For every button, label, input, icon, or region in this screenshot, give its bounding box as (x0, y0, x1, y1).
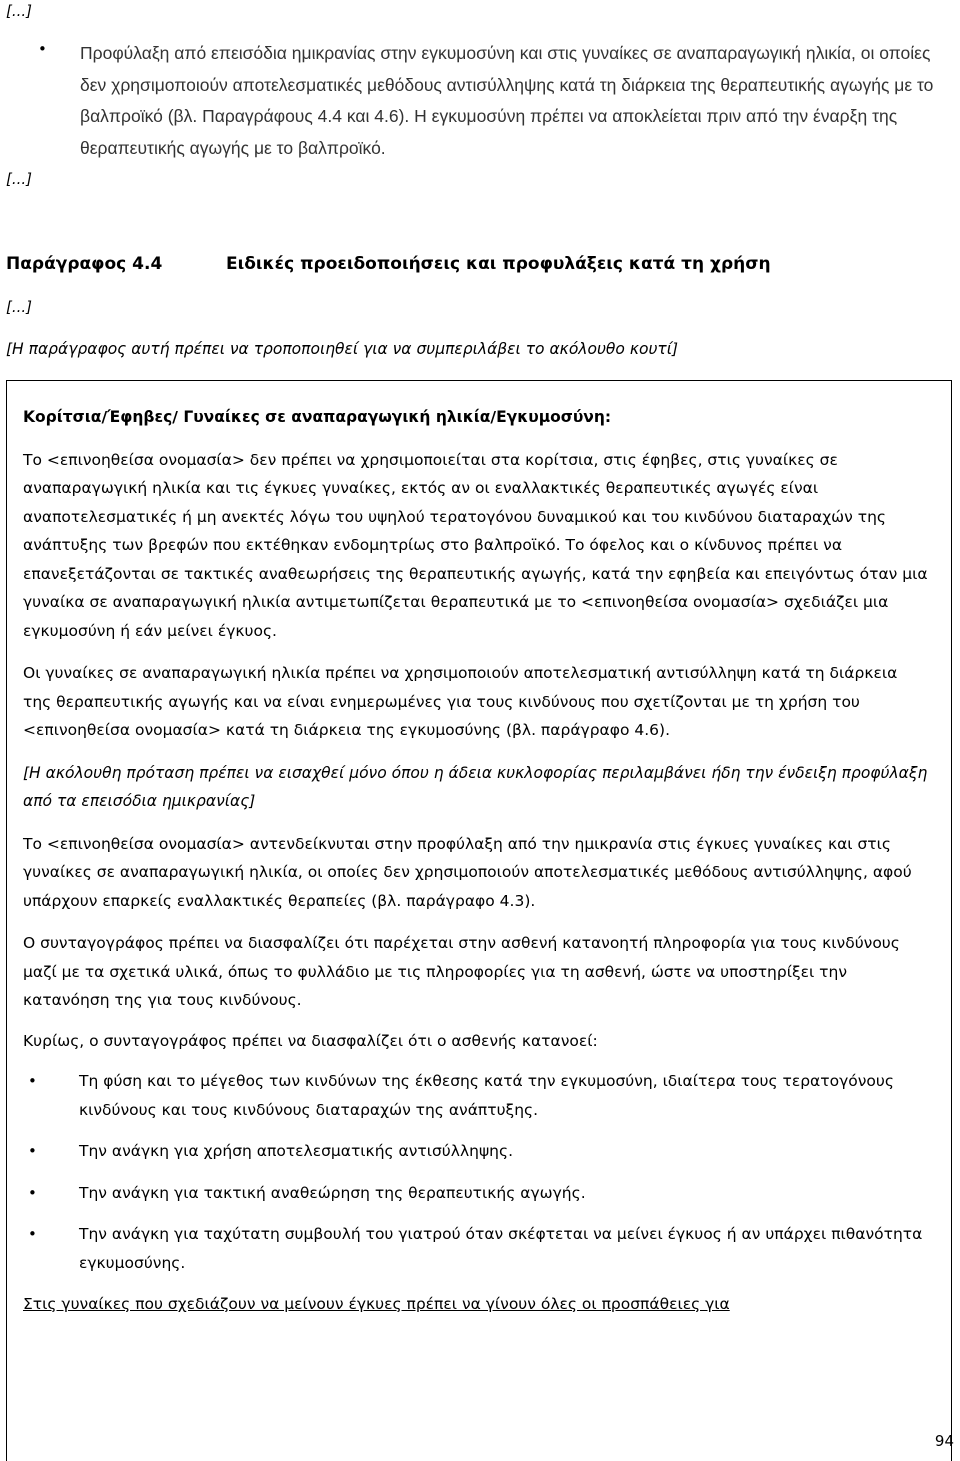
box-title: Κορίτσια/Έφηβες/ Γυναίκες σε αναπαραγωγική ηλικία/Εγκυμοσύνη: (23, 408, 612, 426)
section-number: Παράγραφος 4.4 (6, 254, 163, 274)
bullet-icon: • (28, 1072, 37, 1090)
list-item-text: Τη φύση και το μέγεθος των κινδύνων της έκθεσης κατά την εγκυμοσύνη, ιδιαίτερα τους τερατογόνους κινδύνους και τους κινδύνους διαταραχών της ανάπτυξης. (79, 1072, 894, 1119)
list-item (23, 1220, 929, 1277)
ellipsis-section: [...] (6, 298, 33, 316)
bullet-icon: • (28, 1225, 37, 1243)
section-title: Ειδικές προειδοποιήσεις και προφυλάξεις κατά τη χρήση (226, 254, 771, 274)
list-item (23, 1137, 929, 1166)
bullet-text-prophylaxis: Προφύλαξη από επεισόδια ημικρανίας στην εγκυμοσύνη και στις γυναίκες σε αναπαραγωγική ηλικία, οι οποίες δεν χρησιμοποιούν αποτελεσματικές μεθόδους αντισύλληψης κατά τη διάρκεια της θεραπευτικής αγωγής με το βαλπροϊκό (βλ. Παραγράφους 4.4 και 4.6). Η εγκυμοσύνη πρέπει να αποκλείεται πριν από την έναρξη της θεραπευτικής αγωγής με το βαλπροϊκό. (80, 43, 934, 158)
box-paragraph-5: Κυρίως, ο συνταγογράφος πρέπει να διασφαλίζει ότι ο ασθενής κατανοεί: (23, 1031, 598, 1050)
box-last-line: Στις γυναίκες που σχεδιάζουν να μείνουν έγκυες πρέπει να γίνουν όλες οι προσπάθειες για (23, 1295, 730, 1313)
box-paragraph-1: Το <επινοηθείσα ονομασία> δεν πρέπει να χρησιμοποιείται στα κορίτσια, στις έφηβες, στις γυναίκες σε αναπαραγωγική ηλικία και τις έγκυες γυναίκες, εκτός αν οι εναλλακτικές θεραπευτικές αγωγές είναι αναποτελεσματικές ή μη ανεκτές λόγω του υψηλού τερατογόνου δυναμικού και του κινδύνου διαταραχών της ανάπτυξης των βρεφών που εκτέθηκαν ενδομητρίως στο βαλπροϊκό. Το όφελος και ο κίνδυνος πρέπει να επανεξετάζονται σε τακτικές αναθεωρήσεις της θεραπευτικής αγωγής, κατά την εφηβεία και επειγόντως όταν μια γυναίκα σε αναπαραγωγική ηλικία αντιμετωπίζεται θεραπευτικά με το <επινοηθείσα ονομασία> σχεδιάζει μια εγκυμοσύνη ή εάν μείνει έγκυος. (23, 450, 928, 640)
box-paragraph-3: Το <επινοηθείσα ονομασία> αντενδείκνυται στην προφύλαξη από την ημικρανία στις έγκυες γυναίκες και στις γυναίκες σε αναπαραγωγική ηλικία, οι οποίες δεν χρησιμοποιούν αποτελεσματικές μεθόδους αντισύλληψης, αφού υπάρχουν επαρκείς εναλλακτικές θεραπείες (βλ. παράγραφο 4.3). (23, 834, 912, 910)
box-paragraph-2: Οι γυναίκες σε αναπαραγωγική ηλικία πρέπει να χρησιμοποιούν αποτελεσματική αντισύλληψη κατά τη διάρκεια της θεραπευτικής αγωγής και να είναι ενημερωμένες για τους κινδύνους που σχετίζονται με τη χρήση του <επινοηθείσα ονομασία> κατά τη διάρκεια της εγκυμοσύνης (βλ. παράγραφο 4.6). (23, 664, 898, 739)
bullet-icon: • (28, 1183, 37, 1202)
list-item-text: Την ανάγκη για τακτική αναθεώρηση της θεραπευτικής αγωγής. (79, 1183, 586, 1202)
warning-box-content (23, 403, 929, 1319)
bullet-list (23, 1067, 929, 1277)
ellipsis-after-bullet: [...] (6, 170, 33, 188)
box-paragraph-4: Ο συνταγογράφος πρέπει να διασφαλίζει ότι παρέχεται στην ασθενή κατανοητή πληροφορία για τους κινδύνους μαζί με τα σχετικά υλικά, όπως το φυλλάδιο με τις πληροφορίες για τη ασθενή, ώστε να υποστηρίξει την κατανόηση της για τους κινδύνους. (23, 934, 900, 1009)
page-number: 94 (934, 1432, 954, 1450)
list-item (23, 1179, 929, 1208)
instruction-migraine: [Η ακόλουθη πρόταση πρέπει να εισαχθεί μόνο όπου η άδεια κυκλοφορίας περιλαμβάνει ήδη την ένδειξη προφύλαξη από τα επεισόδια ημικρανίας] (23, 763, 928, 810)
bullet-icon: • (38, 40, 47, 58)
warning-box (6, 380, 952, 1461)
list-item-text: Την ανάγκη για ταχύτατη συμβουλή του γιατρού όταν σκέφτεται να μείνει έγκυος ή αν υπάρχει πιθανότητα εγκυμοσύνης. (79, 1225, 923, 1272)
ellipsis-top: [...] (6, 2, 33, 20)
bullet-icon: • (28, 1142, 37, 1160)
list-item (23, 1067, 929, 1124)
instruction-add-box: [Η παράγραφος αυτή πρέπει να τροποποιηθεί για να συμπεριλάβει το ακόλουθο κουτί] (6, 340, 679, 358)
list-item-text: Την ανάγκη για χρήση αποτελεσματικής αντισύλληψης. (79, 1142, 514, 1160)
